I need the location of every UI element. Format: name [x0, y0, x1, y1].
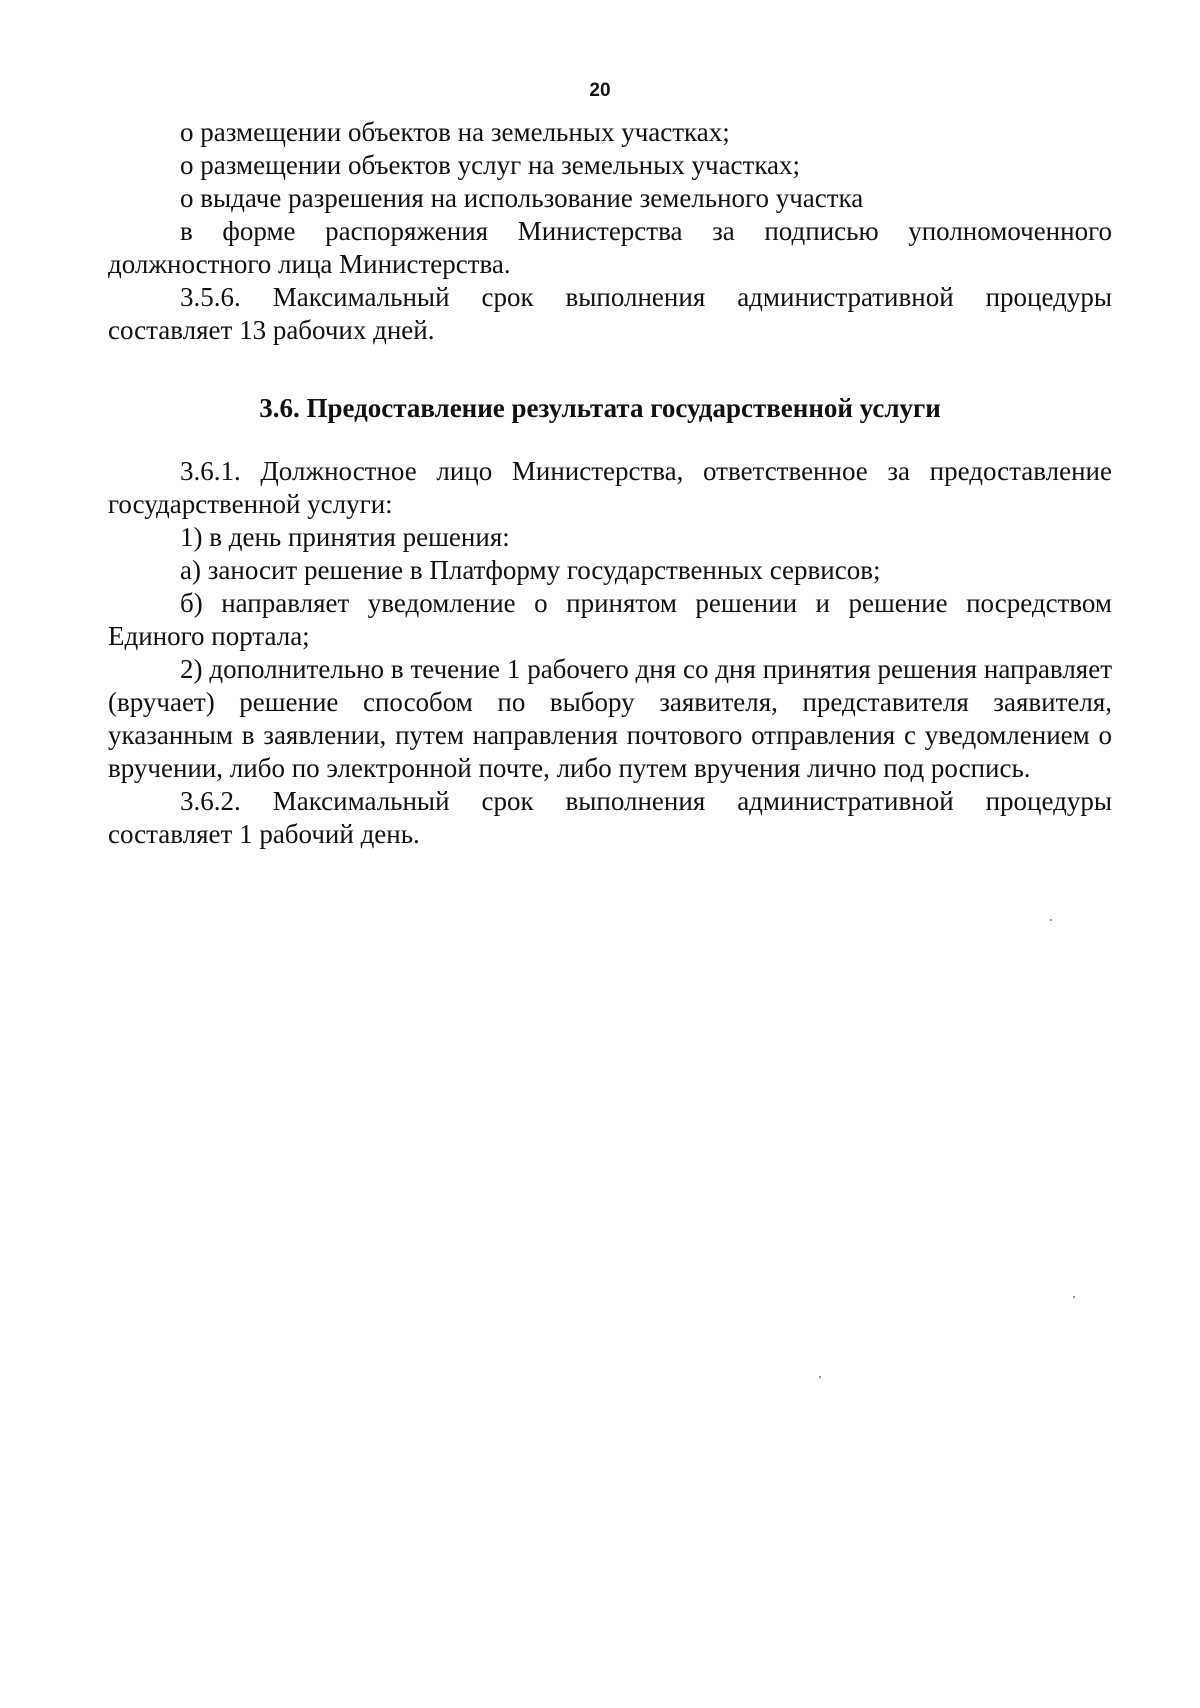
scan-speck: [819, 1376, 821, 1378]
text-block-upper: [108, 116, 1112, 347]
paragraph: о выдаче разрешения на использование земельного участка: [180, 183, 864, 213]
paragraph: 2) дополнительно в течение 1 рабочего дня со дня принятия решения направляет (вручает) решение способом по выбору заявителя, представителя заявителя, указанным в заявлении, путем направления почтового отправления с уведомлением о вручении, либо по электронной почте, либо путем вручения лично под роспись.: [108, 654, 1112, 783]
scan-speck: [1073, 1296, 1075, 1298]
paragraph: а) заносит решение в Платформу государственных сервисов;: [180, 555, 881, 585]
paragraph: в форме распоряжения Министерства за подписью уполномоченного должностного лица Министерства.: [108, 216, 1112, 279]
paragraph: 3.6.1. Должностное лицо Министерства, ответственное за предоставление государственной услуги:: [108, 456, 1112, 519]
text-block-lower: [108, 455, 1112, 851]
paragraph: о размещении объектов на земельных участках;: [180, 117, 730, 147]
page-number: 20: [589, 80, 611, 101]
scan-speck: [1050, 919, 1052, 921]
paragraph: 3.5.6. Максимальный срок выполнения административной процедуры составляет 13 рабочих дней.: [108, 282, 1112, 345]
paragraph: 1) в день принятия решения:: [180, 522, 510, 552]
section-heading: 3.6. Предоставление результата государственной услуги: [259, 393, 941, 423]
paragraph: 3.6.2. Максимальный срок выполнения административной процедуры составляет 1 рабочий день.: [108, 786, 1112, 849]
paragraph: б) направляет уведомление о принятом решении и решение посредством Единого портала;: [108, 588, 1112, 651]
paragraph: о размещении объектов услуг на земельных участках;: [180, 150, 801, 180]
